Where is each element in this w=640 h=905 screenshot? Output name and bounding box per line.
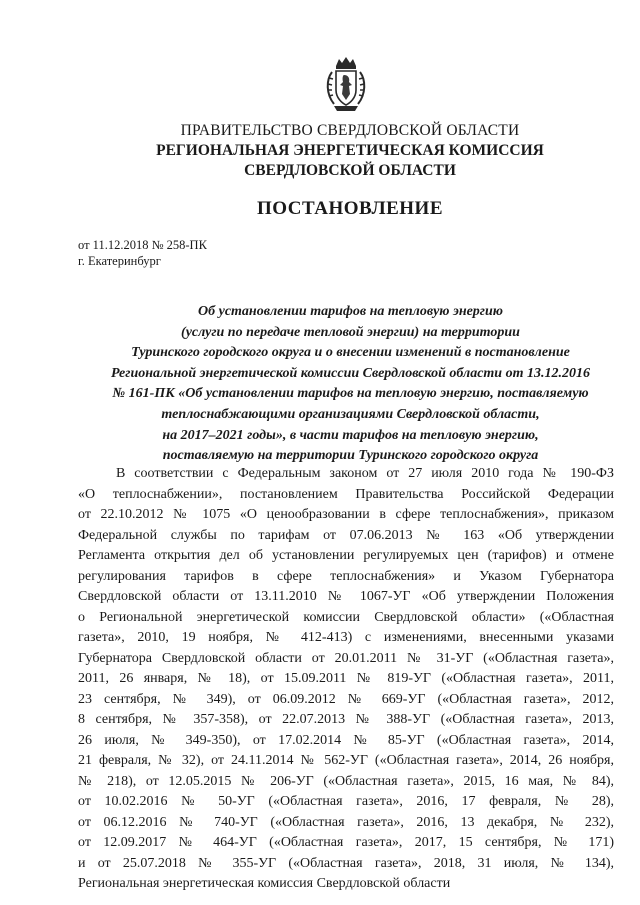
- document-body: [78, 464, 614, 895]
- body-line: Губернатора Свердловской области от 20.01.2011 № 31-УГ («Областная газета»,: [78, 650, 614, 666]
- body-line: от 22.10.2012 № 1075 «О ценообразовании в сфере теплоснабжения», приказом: [78, 507, 614, 522]
- subject-line: Об установлении тарифов на тепловую энергию: [198, 304, 503, 319]
- subject-line: Региональной энергетической комиссии Свердловской области от 13.12.2016: [111, 365, 590, 381]
- coat-of-arms-icon: [322, 54, 370, 114]
- body-line: 23 сентября, № 349), от 06.09.2012 № 669-УГ («Областная газета», 2012,: [78, 691, 614, 707]
- subject-line: № 161-ПК «Об установлении тарифов на тепловую энергию, поставляемую: [112, 386, 589, 402]
- body-line: о Региональной энергетической комиссии Свердловской области» («Областная: [78, 609, 614, 625]
- document-subject: [88, 302, 613, 467]
- org-name-line3: СВЕРДЛОВСКОЙ ОБЛАСТИ: [244, 162, 456, 179]
- body-line: 8 сентября, № 357-358), от 22.07.2013 № 388-УГ («Областная газета», 2013,: [78, 712, 614, 727]
- body-line: «О теплоснабжении», постановлением Правительства Российской Федерации: [78, 486, 614, 502]
- subject-line: (услуги по передаче тепловой энергии) на территории: [181, 324, 520, 340]
- body-line: Региональная энергетическая комиссия Свердловской области: [78, 876, 451, 891]
- body-line: 2011, 26 января, № 18), от 15.09.2011 № 819-УГ («Областная газета», 2011,: [78, 671, 614, 686]
- subject-line: на 2017–2021 годы», в части тарифов на тепловую энергию,: [162, 427, 539, 443]
- subject-line: Туринского городского округа и о внесении изменений в постановление: [131, 345, 570, 361]
- body-line: 26 июля, № 349-350), от 17.02.2014 № 85-УГ («Областная газета», 2014,: [78, 732, 614, 748]
- body-line: В соответствии с Федеральным законом от 27 июля 2010 года № 190-ФЗ: [116, 466, 614, 481]
- subject-line: поставляемую на территории Туринского городского округа: [162, 448, 539, 464]
- org-name-line1: ПРАВИТЕЛЬСТВО СВЕРДЛОВСКОЙ ОБЛАСТИ: [180, 122, 520, 139]
- body-line: Свердловской области от 13.11.2010 № 1067-УГ «Об утверждении Положения: [78, 589, 614, 604]
- body-line: 21 февраля, № 32), от 24.11.2014 № 562-УГ («Областная газета», 2014, 26 ноября,: [78, 753, 614, 768]
- body-line: регулирования тарифов в сфере теплоснабжения» и Указом Губернатора: [78, 568, 614, 584]
- body-line: и от 25.07.2018 № 355-УГ («Областная газета», 2018, 31 июля, № 134),: [78, 855, 614, 871]
- org-name-line2: РЕГИОНАЛЬНАЯ ЭНЕРГЕТИЧЕСКАЯ КОМИССИЯ: [156, 142, 544, 159]
- body-line: № 218), от 12.05.2015 № 206-УГ («Областная газета», 2015, 16 мая, № 84),: [78, 773, 614, 789]
- document-type-title: ПОСТАНОВЛЕНИЕ: [256, 198, 444, 219]
- body-line: Федеральной службы по тарифам от 07.06.2013 № 163 «Об утверждении: [78, 527, 614, 543]
- body-line: от 06.12.2016 № 740-УГ («Областная газета», 2016, 13 декабря, № 232),: [78, 814, 614, 830]
- body-line: газета», 2010, 19 ноября, № 412-413) с изменениями, внесенными указами: [78, 630, 614, 645]
- body-line: от 12.09.2017 № 464-УГ («Областная газета», 2017, 15 сентября, № 171): [78, 835, 614, 850]
- body-line: Регламента открытия дел об установлении регулируемых цен (тарифов) и отмене: [78, 548, 614, 563]
- body-line: от 10.02.2016 № 50-УГ («Областная газета», 2016, 17 февраля, № 28),: [78, 794, 614, 809]
- subject-line: теплоснабжающими организациями Свердловской области,: [161, 406, 540, 422]
- document-city: г. Екатеринбург: [78, 254, 161, 268]
- document-date-number: от 11.12.2018 № 258-ПК: [78, 238, 207, 252]
